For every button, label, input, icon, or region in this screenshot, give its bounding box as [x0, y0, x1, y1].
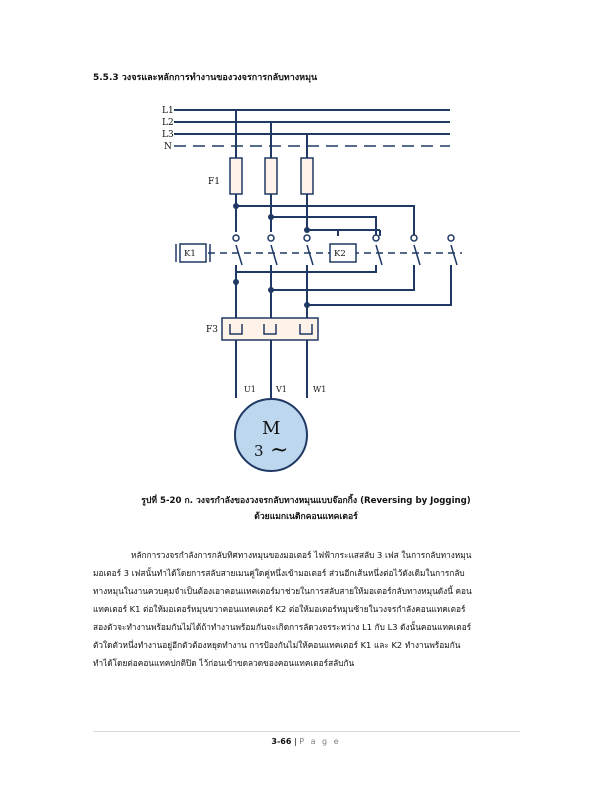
- junction-dot: [233, 279, 239, 285]
- fuse-f1: [230, 158, 313, 194]
- junction-dot: [304, 227, 310, 233]
- footer-separator: |: [293, 737, 297, 746]
- label-w1: W1: [313, 385, 327, 394]
- figure-caption-subtitle: ด้วยแมกเนติกคอนแทคเตอร์: [254, 512, 358, 522]
- overload-f3: [222, 318, 318, 340]
- label-k1: K1: [184, 249, 196, 259]
- label-n: N: [164, 142, 172, 152]
- junction-dot: [233, 203, 239, 209]
- label-f1: F1: [208, 177, 220, 187]
- paragraph-line: แทคเตอร์ K1 ต่อให้มอเตอร์หมุนขวาคอนแทคเตอร์ K2 ต่อให้มอเตอร์หมุนซ้ายในวงจรกำลังคอนแทคเตอร์: [93, 604, 466, 614]
- section-heading: 5.5.3 วงจรและหลักการทำงานของวงจรการกลับทางหมุน: [93, 73, 318, 83]
- label-u1: U1: [244, 385, 256, 394]
- paragraph-line: มอเตอร์ 3 เฟสนั้นทำได้โดยการสลับสายเมนคู่ใดคู่หนึ่งเข้ามอเตอร์ ส่วนอีกเส้นหนึ่งต่อไว้ดังเดิมในการกลับ: [93, 568, 465, 578]
- contactor-k2-contacts: [373, 235, 457, 265]
- page-word: P a g e: [299, 737, 341, 746]
- paragraph-line: หลักการวงจรกำลังการกลับทิศทางหมุนของมอเตอร์ ไฟฟ้ากระแสสลับ 3 เฟส ในการกลับทางหมุน: [131, 550, 472, 560]
- body-paragraph: [93, 546, 523, 672]
- label-f3: F3: [206, 325, 218, 335]
- paragraph-line: ทางหมุนในงานควบคุมจำเป็นต้องเอาคอนแทคเตอร์มาช่วยในการสลับสายให้มอเตอร์กลับทางหมุนดังนี้ คอน: [93, 586, 472, 596]
- label-k2: K2: [334, 249, 346, 259]
- junction-dot: [268, 214, 274, 220]
- junction-dot: [304, 302, 310, 308]
- paragraph-line: ทำได้โดยต่อคอนแทคปกติปิด ไว้ก่อนเข้าขดลวดของคอนแทคเตอร์สลับกัน: [93, 658, 355, 668]
- paragraph-line: สองตัวจะทำงานพร้อมกันไม่ได้ถ้าทำงานพร้อมกันจะเกิดการลัดวงจรระหว่าง L1 กับ L3 ดังนั้นคอนแทคเตอร์: [93, 622, 472, 632]
- reversing-power-circuit-diagram: [150, 100, 470, 480]
- page-footer: [0, 737, 612, 746]
- footer-divider: [93, 731, 520, 732]
- page-number: 3-66: [271, 737, 292, 746]
- contactor-k1-contacts: [233, 235, 313, 265]
- label-l2: L2: [162, 118, 174, 128]
- motor-ac-symbol: ~: [270, 438, 289, 463]
- motor-phase: 3: [254, 442, 264, 460]
- junction-dot: [268, 287, 274, 293]
- label-v1: V1: [276, 385, 287, 394]
- label-l1: L1: [162, 106, 174, 116]
- motor-label: M: [262, 418, 281, 439]
- label-l3: L3: [162, 130, 174, 140]
- paragraph-line: ตัวใดตัวหนึ่งทำงานอยู่อีกตัวต้องหยุดทำงาน การป้องกันไม่ให้คอนแทคเตอร์ K1 และ K2 ทำงานพร้อมกัน: [93, 640, 461, 650]
- figure-caption: รูปที่ 5-20 ก. วงจรกำลังของวงจรกลับทางหมุนแบบจ๊อกกิ้ง (Reversing by Jogging): [141, 496, 471, 506]
